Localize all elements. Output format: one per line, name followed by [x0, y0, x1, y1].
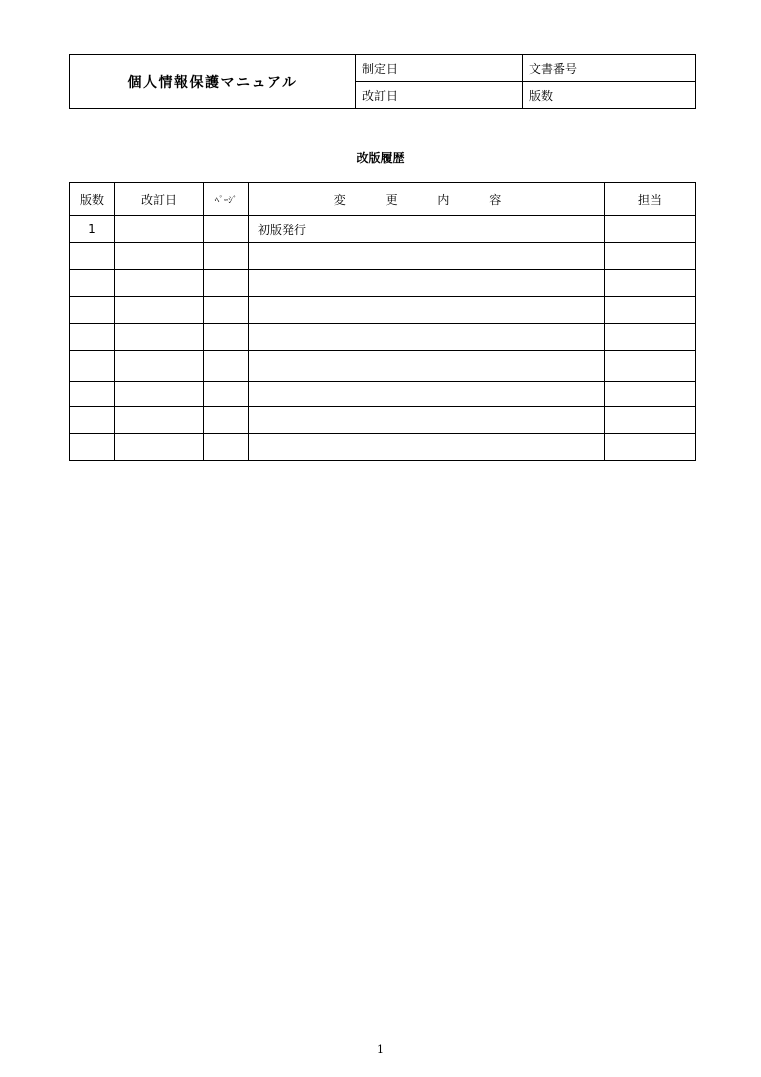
page-cell: [204, 243, 249, 270]
table-row: [70, 407, 696, 434]
date-cell: [115, 382, 204, 407]
version-cell: [70, 324, 115, 351]
table-row: [70, 351, 696, 382]
page-cell: [204, 351, 249, 382]
content-cell: [249, 297, 605, 324]
table-row: [70, 324, 696, 351]
content-cell: [249, 270, 605, 297]
version-cell: [70, 407, 115, 434]
table-row: [70, 434, 696, 461]
date-cell: [115, 243, 204, 270]
page-cell: [204, 270, 249, 297]
version-cell: [70, 351, 115, 382]
column-header-version: 版数: [70, 183, 115, 216]
page-cell: [204, 216, 249, 243]
revision-history-heading: 改版履歴: [356, 151, 405, 165]
person-cell: [605, 382, 696, 407]
person-cell: [605, 270, 696, 297]
page-cell: [204, 407, 249, 434]
date-cell: [115, 324, 204, 351]
content-cell: [249, 434, 605, 461]
date-cell: [115, 434, 204, 461]
content-cell: [249, 243, 605, 270]
version-cell: [70, 270, 115, 297]
column-header-page: ﾍﾟｰｼﾞ: [204, 183, 249, 216]
table-row: [70, 216, 696, 243]
page-cell: [204, 324, 249, 351]
content-cell: [249, 324, 605, 351]
person-cell: [605, 407, 696, 434]
column-header-content: 変 更 内 容: [249, 183, 605, 216]
table-row: [70, 382, 696, 407]
column-header-person: 担当: [605, 183, 696, 216]
date-cell: [115, 407, 204, 434]
version-cell: [70, 243, 115, 270]
content-cell: [249, 382, 605, 407]
document-number-label: 文書番号: [523, 55, 696, 82]
table-row: [70, 297, 696, 324]
date-cell: [115, 351, 204, 382]
page-cell: [204, 297, 249, 324]
person-cell: [605, 216, 696, 243]
content-cell: 初版発行: [249, 216, 605, 243]
date-cell: [115, 270, 204, 297]
page-number: 1: [377, 1043, 384, 1056]
content-cell: [249, 407, 605, 434]
table-row: [70, 243, 696, 270]
person-cell: [605, 434, 696, 461]
version-cell: 1: [70, 216, 115, 243]
version-cell: [70, 434, 115, 461]
established-date-label: 制定日: [356, 55, 523, 82]
document-title: 個人情報保護マニュアル: [70, 55, 356, 109]
revised-date-label: 改訂日: [356, 82, 523, 109]
version-label: 版数: [523, 82, 696, 109]
date-cell: [115, 297, 204, 324]
person-cell: [605, 243, 696, 270]
document-header-table: [69, 54, 696, 109]
revision-history-table: [69, 182, 696, 461]
version-cell: [70, 382, 115, 407]
person-cell: [605, 297, 696, 324]
table-row: [70, 270, 696, 297]
person-cell: [605, 324, 696, 351]
person-cell: [605, 351, 696, 382]
revision-header-row: [70, 183, 696, 216]
version-cell: [70, 297, 115, 324]
date-cell: [115, 216, 204, 243]
page-cell: [204, 434, 249, 461]
column-header-revised-date: 改訂日: [115, 183, 204, 216]
page-cell: [204, 382, 249, 407]
content-cell: [249, 351, 605, 382]
